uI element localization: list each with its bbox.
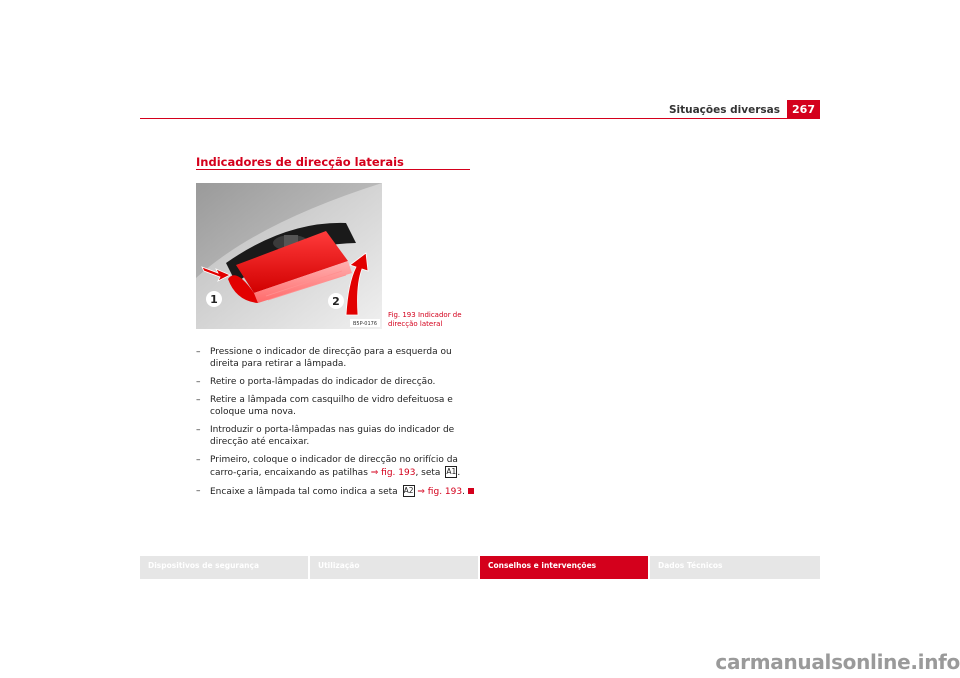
instruction-step (196, 485, 476, 498)
step-text: . (462, 487, 465, 497)
instruction-step (196, 394, 476, 418)
step-text: Retire o porta-lâmpadas do indicador de direcção. (210, 377, 436, 387)
instruction-step (196, 346, 476, 370)
step-text: Primeiro, coloque o indicador de direcção no orifício da carro-çaria, encaixando as patilhas (210, 455, 458, 478)
footer-tab-conselhos[interactable]: Conselhos e intervenções (480, 556, 648, 579)
instruction-step (196, 454, 476, 479)
instruction-list (196, 346, 476, 504)
figure-caption-line2: direcção lateral (388, 320, 443, 328)
step-text: Pressione o indicador de direcção para a esquerda ou direita para retirar a lâmpada. (210, 347, 452, 369)
figure-reference-link[interactable]: ⇒ fig. 193 (370, 468, 416, 478)
step-dash: – (196, 395, 201, 405)
step-text: , seta (415, 468, 444, 478)
step-text: Retire a lâmpada com casquilho de vidro defeituosa e coloque uma nova. (210, 395, 453, 417)
header-title: Situações diversas (668, 104, 780, 116)
instruction-step (196, 376, 476, 388)
figure-callout-1: 1 (210, 293, 218, 306)
figure-caption (388, 311, 478, 329)
footer-tab-dispositivos[interactable]: Dispositivos de segurança (140, 556, 308, 579)
figure-code: B5P-0176 (352, 321, 378, 327)
callout-badge-a1: A1 (446, 467, 457, 476)
section-divider (196, 169, 470, 170)
figure-illustration (196, 183, 382, 329)
step-dash: – (196, 377, 201, 387)
step-dash: – (196, 347, 201, 357)
step-dash: – (196, 425, 201, 435)
section-title: Indicadores de direcção laterais (196, 155, 404, 169)
instruction-step (196, 424, 476, 448)
callout-badge-a2: A2 (403, 486, 414, 495)
step-text: . (457, 468, 461, 478)
header-divider (140, 118, 820, 119)
step-text: Encaixe a lâmpada tal como indica a seta (210, 487, 401, 497)
footer-tab-dados-tecnicos[interactable]: Dados Técnicos (650, 556, 820, 579)
figure-callout-2: 2 (332, 295, 340, 308)
figure-reference-link[interactable]: ⇒ fig. 193 (417, 487, 463, 497)
step-text: Introduzir o porta-lâmpadas nas guias do indicador de direcção até encaixar. (210, 425, 455, 447)
watermark-text: carmanualsonline.info (715, 650, 960, 674)
figure-side-indicator (196, 183, 382, 329)
footer-tab-utilizacao[interactable]: Utilização (310, 556, 478, 579)
step-dash: – (196, 455, 201, 465)
step-dash: – (196, 486, 201, 496)
end-of-section-icon (468, 488, 474, 494)
figure-caption-line1: Fig. 193 Indicador de (388, 311, 462, 319)
page-number: 267 (787, 100, 820, 119)
